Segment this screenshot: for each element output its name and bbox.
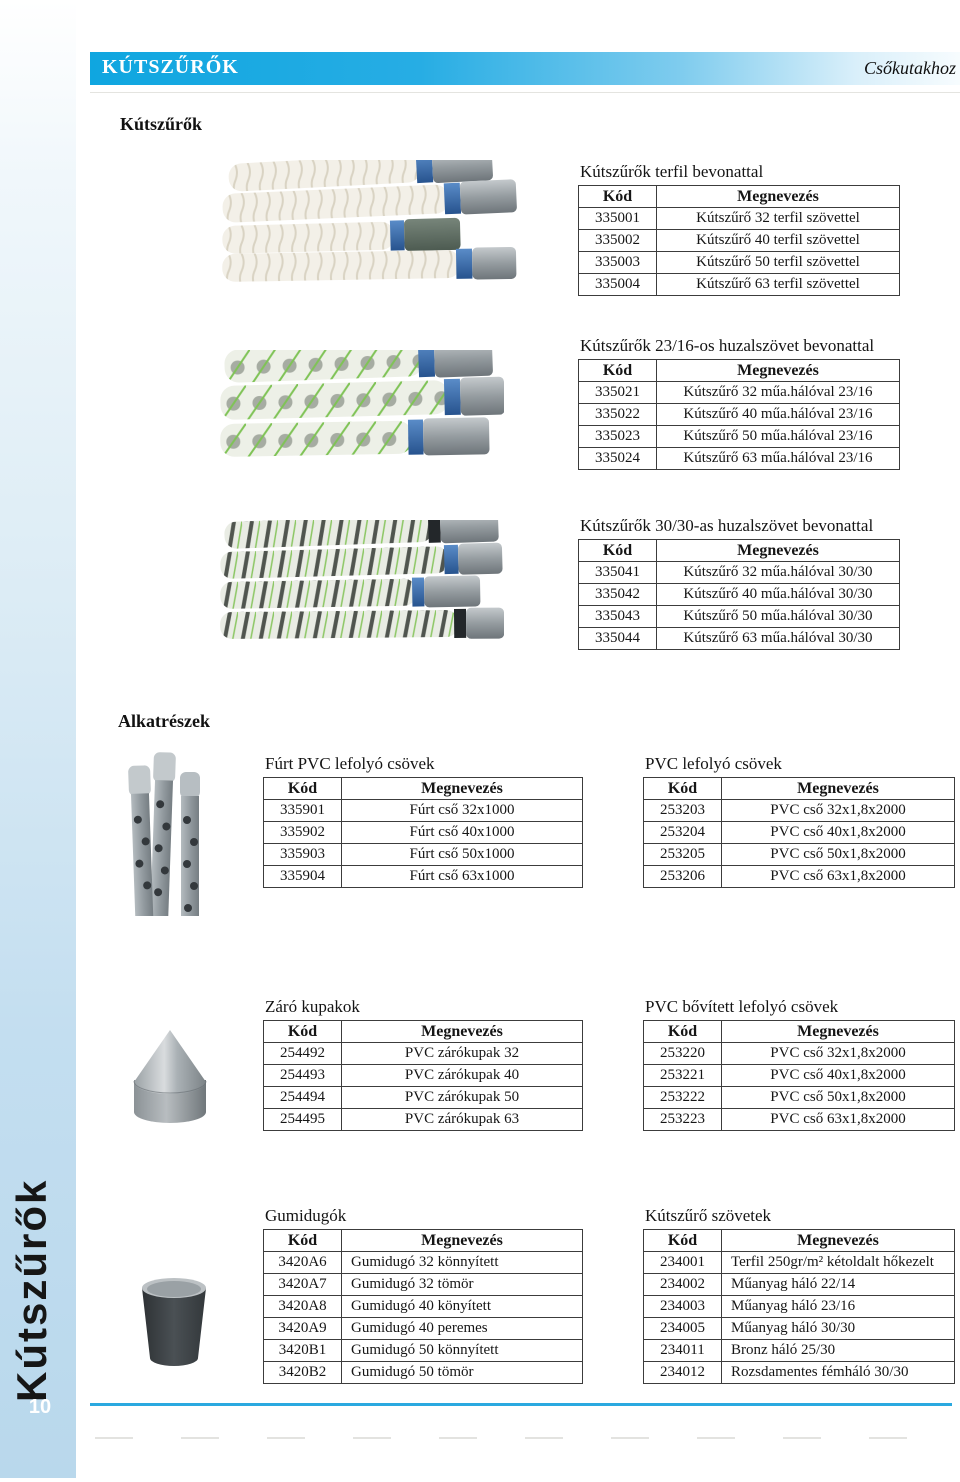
table-row bbox=[644, 800, 955, 822]
header-row bbox=[264, 778, 583, 800]
table-row bbox=[579, 448, 900, 470]
name-column-header: Megnevezés bbox=[342, 1230, 583, 1252]
header-title: KÚTSZŰRŐK bbox=[102, 56, 239, 78]
pvc-lefolyo-table bbox=[643, 777, 955, 888]
table-row bbox=[644, 1065, 955, 1087]
table-row bbox=[579, 382, 900, 404]
code-cell: 234003 bbox=[644, 1296, 722, 1318]
code-cell: 3420A7 bbox=[264, 1274, 342, 1296]
name-cell: PVC cső 32x1,8x2000 bbox=[722, 800, 955, 822]
table-row bbox=[579, 230, 900, 252]
table-row bbox=[264, 1043, 583, 1065]
name-cell: Gumidugó 50 könnyített bbox=[342, 1340, 583, 1362]
code-cell: 253220 bbox=[644, 1043, 722, 1065]
code-cell: 3420A9 bbox=[264, 1318, 342, 1340]
table-row bbox=[644, 1109, 955, 1131]
huzal2316-table bbox=[578, 359, 900, 470]
name-cell: Műanyag háló 30/30 bbox=[722, 1318, 955, 1340]
table-group-zaro-kupakok bbox=[263, 997, 583, 1131]
code-cell: 254492 bbox=[264, 1043, 342, 1065]
code-cell: 253206 bbox=[644, 866, 722, 888]
header-underline bbox=[90, 92, 960, 93]
code-cell: 253204 bbox=[644, 822, 722, 844]
code-cell: 335901 bbox=[264, 800, 342, 822]
code-cell: 253222 bbox=[644, 1087, 722, 1109]
name-cell: Terfil 250gr/m² kétoldalt hőkezelt bbox=[722, 1252, 955, 1274]
code-column-header: Kód bbox=[644, 778, 722, 800]
name-column-header: Megnevezés bbox=[657, 360, 900, 382]
header-bar bbox=[90, 52, 960, 85]
name-cell: Kútszűrő 40 műa.hálóval 30/30 bbox=[657, 584, 900, 606]
table-row bbox=[644, 1087, 955, 1109]
code-cell: 3420A6 bbox=[264, 1252, 342, 1274]
table-row bbox=[644, 1318, 955, 1340]
name-cell: PVC zárókupak 63 bbox=[342, 1109, 583, 1131]
furt-pvc-table bbox=[263, 777, 583, 888]
name-cell: Kútszűrő 40 terfil szövettel bbox=[657, 230, 900, 252]
name-column-header: Megnevezés bbox=[657, 540, 900, 562]
code-cell: 335044 bbox=[579, 628, 657, 650]
code-cell: 234011 bbox=[644, 1340, 722, 1362]
code-cell: 253205 bbox=[644, 844, 722, 866]
table-group-gumidugok bbox=[263, 1206, 583, 1384]
table-title: Fúrt PVC lefolyó csövek bbox=[265, 754, 435, 773]
code-column-header: Kód bbox=[579, 540, 657, 562]
code-cell: 335023 bbox=[579, 426, 657, 448]
name-cell: Kútszűrő 63 műa.hálóval 23/16 bbox=[657, 448, 900, 470]
name-column-header: Megnevezés bbox=[722, 1230, 955, 1252]
header-row bbox=[644, 1021, 955, 1043]
header-row bbox=[264, 1230, 583, 1252]
name-cell: Kútszűrő 32 műa.hálóval 30/30 bbox=[657, 562, 900, 584]
footer-blue-rule bbox=[90, 1403, 952, 1406]
sidebar-vertical-label: Kútszűrők bbox=[8, 1178, 55, 1402]
name-cell: PVC cső 40x1,8x2000 bbox=[722, 822, 955, 844]
rubber-plug-photo bbox=[137, 1274, 211, 1368]
table-row bbox=[264, 1296, 583, 1318]
code-cell: 234001 bbox=[644, 1252, 722, 1274]
name-column-header: Megnevezés bbox=[722, 778, 955, 800]
name-cell: Műanyag háló 23/16 bbox=[722, 1296, 955, 1318]
name-cell: PVC cső 32x1,8x2000 bbox=[722, 1043, 955, 1065]
code-cell: 3420B1 bbox=[264, 1340, 342, 1362]
name-column-header: Megnevezés bbox=[342, 1021, 583, 1043]
code-cell: 335001 bbox=[579, 208, 657, 230]
table-row bbox=[264, 844, 583, 866]
gumidugok-table bbox=[263, 1229, 583, 1384]
table-row bbox=[264, 1109, 583, 1131]
name-cell: Kútszűrő 63 műa.hálóval 30/30 bbox=[657, 628, 900, 650]
header-row bbox=[644, 778, 955, 800]
table-group-huzal3030 bbox=[578, 516, 900, 650]
name-cell: Rozsdamentes fémháló 30/30 bbox=[722, 1362, 955, 1384]
code-cell: 234002 bbox=[644, 1274, 722, 1296]
name-cell: PVC zárókupak 32 bbox=[342, 1043, 583, 1065]
name-cell: Fúrt cső 63x1000 bbox=[342, 866, 583, 888]
code-cell: 3420B2 bbox=[264, 1362, 342, 1384]
code-column-header: Kód bbox=[264, 1230, 342, 1252]
table-title: PVC lefolyó csövek bbox=[645, 754, 782, 773]
table-title: Gumidugók bbox=[265, 1206, 347, 1225]
code-cell: 335903 bbox=[264, 844, 342, 866]
code-cell: 335902 bbox=[264, 822, 342, 844]
table-row bbox=[264, 1274, 583, 1296]
name-cell: Kútszűrő 50 műa.hálóval 23/16 bbox=[657, 426, 900, 448]
name-cell: Gumidugó 32 tömör bbox=[342, 1274, 583, 1296]
mesh-2316-filter-pipes-photo bbox=[220, 350, 504, 466]
table-row bbox=[644, 1340, 955, 1362]
table-row bbox=[264, 1340, 583, 1362]
table-row bbox=[644, 844, 955, 866]
name-cell: PVC cső 50x1,8x2000 bbox=[722, 844, 955, 866]
name-column-header: Megnevezés bbox=[722, 1021, 955, 1043]
name-cell: PVC cső 40x1,8x2000 bbox=[722, 1065, 955, 1087]
name-cell: Gumidugó 50 tömör bbox=[342, 1362, 583, 1384]
code-column-header: Kód bbox=[264, 778, 342, 800]
table-row bbox=[579, 584, 900, 606]
table-group-szovetek bbox=[643, 1206, 955, 1384]
table-group-furt-pvc bbox=[263, 754, 583, 888]
name-cell: Kútszűrő 40 műa.hálóval 23/16 bbox=[657, 404, 900, 426]
name-cell: Fúrt cső 50x1000 bbox=[342, 844, 583, 866]
terfil-table bbox=[578, 185, 900, 296]
name-cell: PVC zárókupak 50 bbox=[342, 1087, 583, 1109]
footer-scan-smudge bbox=[95, 1437, 945, 1439]
name-cell: Gumidugó 32 könnyített bbox=[342, 1252, 583, 1274]
table-title: PVC bővített lefolyó csövek bbox=[645, 997, 839, 1016]
code-cell: 335002 bbox=[579, 230, 657, 252]
code-cell: 335024 bbox=[579, 448, 657, 470]
name-cell: Kútszűrő 63 terfil szövettel bbox=[657, 274, 900, 296]
table-row bbox=[644, 1362, 955, 1384]
table-row bbox=[264, 866, 583, 888]
zaro-kupakok-table bbox=[263, 1020, 583, 1131]
code-column-header: Kód bbox=[644, 1230, 722, 1252]
name-cell: PVC cső 63x1,8x2000 bbox=[722, 866, 955, 888]
name-cell: Kútszűrő 32 terfil szövettel bbox=[657, 208, 900, 230]
name-cell: Gumidugó 40 könyített bbox=[342, 1296, 583, 1318]
table-row bbox=[644, 866, 955, 888]
page-number: 10 bbox=[28, 1396, 52, 1418]
name-cell: Bronz háló 25/30 bbox=[722, 1340, 955, 1362]
header-context-label: Csőkutakhoz bbox=[864, 58, 956, 78]
code-cell: 335021 bbox=[579, 382, 657, 404]
code-cell: 335042 bbox=[579, 584, 657, 606]
table-group-huzal2316 bbox=[578, 336, 900, 470]
code-cell: 253223 bbox=[644, 1109, 722, 1131]
table-row bbox=[579, 274, 900, 296]
code-column-header: Kód bbox=[579, 186, 657, 208]
szovetek-table bbox=[643, 1229, 955, 1384]
code-cell: 335022 bbox=[579, 404, 657, 426]
table-row bbox=[579, 562, 900, 584]
name-cell: PVC cső 63x1,8x2000 bbox=[722, 1109, 955, 1131]
code-column-header: Kód bbox=[644, 1021, 722, 1043]
name-cell: Fúrt cső 32x1000 bbox=[342, 800, 583, 822]
name-cell: Fúrt cső 40x1000 bbox=[342, 822, 583, 844]
table-row bbox=[644, 1043, 955, 1065]
code-cell: 234005 bbox=[644, 1318, 722, 1340]
table-group-pvc-lefolyo bbox=[643, 754, 955, 888]
table-row bbox=[264, 1087, 583, 1109]
code-cell: 335041 bbox=[579, 562, 657, 584]
code-column-header: Kód bbox=[264, 1021, 342, 1043]
name-cell: Gumidugó 40 peremes bbox=[342, 1318, 583, 1340]
table-row bbox=[579, 404, 900, 426]
code-cell: 254493 bbox=[264, 1065, 342, 1087]
code-cell: 253221 bbox=[644, 1065, 722, 1087]
code-cell: 335043 bbox=[579, 606, 657, 628]
table-row bbox=[579, 606, 900, 628]
table-title: Kútszűrők 30/30-as huzalszövet bevonattal bbox=[580, 516, 874, 535]
table-row bbox=[264, 1065, 583, 1087]
table-title: Záró kupakok bbox=[265, 997, 360, 1016]
code-cell: 3420A8 bbox=[264, 1296, 342, 1318]
name-cell: PVC zárókupak 40 bbox=[342, 1065, 583, 1087]
code-cell: 234012 bbox=[644, 1362, 722, 1384]
table-group-pvc-bovitett bbox=[643, 997, 955, 1131]
table-row bbox=[644, 1296, 955, 1318]
table-row bbox=[579, 628, 900, 650]
name-cell: PVC cső 50x1,8x2000 bbox=[722, 1087, 955, 1109]
header-row bbox=[644, 1230, 955, 1252]
table-row bbox=[579, 426, 900, 448]
table-row bbox=[264, 800, 583, 822]
code-cell: 254495 bbox=[264, 1109, 342, 1131]
pvc-bovitett-table bbox=[643, 1020, 955, 1131]
table-row bbox=[264, 822, 583, 844]
code-cell: 335003 bbox=[579, 252, 657, 274]
table-row bbox=[264, 1318, 583, 1340]
table-row bbox=[644, 1274, 955, 1296]
name-cell: Kútszűrő 32 műa.hálóval 23/16 bbox=[657, 382, 900, 404]
header-row bbox=[579, 186, 900, 208]
header-row bbox=[579, 360, 900, 382]
table-row bbox=[579, 208, 900, 230]
table-title: Kútszűrő szövetek bbox=[645, 1206, 772, 1225]
table-row bbox=[644, 822, 955, 844]
name-cell: Műanyag háló 22/14 bbox=[722, 1274, 955, 1296]
code-cell: 335904 bbox=[264, 866, 342, 888]
name-cell: Kútszűrő 50 műa.hálóval 30/30 bbox=[657, 606, 900, 628]
code-cell: 335004 bbox=[579, 274, 657, 296]
table-row bbox=[264, 1362, 583, 1384]
table-title: Kútszűrők 23/16-os huzalszövet bevonattal bbox=[580, 336, 875, 355]
header-row bbox=[579, 540, 900, 562]
table-row bbox=[264, 1252, 583, 1274]
section-heading-alkatreszek: Alkatrészek bbox=[118, 711, 210, 731]
huzal3030-table bbox=[578, 539, 900, 650]
section-heading-kutszurok: Kútszűrők bbox=[120, 114, 203, 134]
header-row bbox=[264, 1021, 583, 1043]
code-cell: 253203 bbox=[644, 800, 722, 822]
table-title: Kútszűrők terfil bevonattal bbox=[580, 162, 764, 181]
table-group-terfil bbox=[578, 162, 900, 296]
name-cell: Kútszűrő 50 terfil szövettel bbox=[657, 252, 900, 274]
code-cell: 254494 bbox=[264, 1087, 342, 1109]
code-column-header: Kód bbox=[579, 360, 657, 382]
name-column-header: Megnevezés bbox=[657, 186, 900, 208]
drilled-pvc-pipes-photo bbox=[126, 752, 206, 916]
table-row bbox=[579, 252, 900, 274]
mesh-3030-filter-pipes-photo bbox=[220, 520, 504, 650]
terfil-filter-pipes-photo bbox=[222, 160, 518, 284]
cone-end-cap-photo bbox=[126, 1024, 216, 1126]
name-column-header: Megnevezés bbox=[342, 778, 583, 800]
table-row bbox=[644, 1252, 955, 1274]
